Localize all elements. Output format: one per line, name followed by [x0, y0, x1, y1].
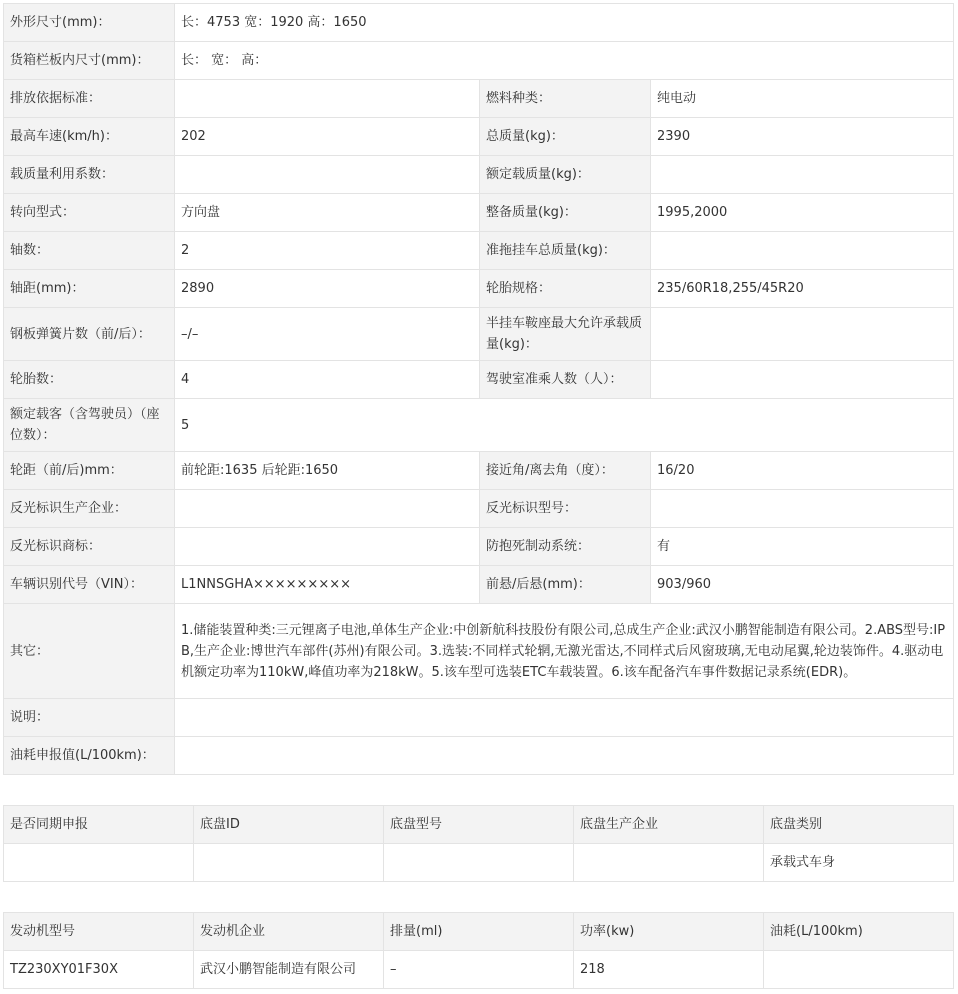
engine-header-fuel: 油耗(L/100km)	[764, 913, 954, 951]
load-coef-label: 载质量利用系数：	[4, 156, 175, 194]
engine-cell-displacement: –	[384, 951, 574, 989]
wheelbase-value: 2890	[175, 270, 480, 308]
abs-label: 防抱死制动系统：	[480, 528, 651, 566]
angle-value: 16/20	[651, 452, 954, 490]
overhang-value: 903/960	[651, 566, 954, 604]
total-mass-label: 总质量(kg)：	[480, 118, 651, 156]
reflector-brand-value	[175, 528, 480, 566]
rated-load-value	[651, 156, 954, 194]
emission-value	[175, 80, 480, 118]
axles-label: 轴数：	[4, 232, 175, 270]
emission-label: 排放依据标准：	[4, 80, 175, 118]
chassis-cell-model	[384, 844, 574, 882]
tires-value: 4	[175, 361, 480, 399]
trailer-label: 准拖挂车总质量(kg)：	[480, 232, 651, 270]
reflector-model-label: 反光标识型号：	[480, 490, 651, 528]
cargo-dims-label: 货箱栏板内尺寸(mm)：	[4, 42, 175, 80]
chassis-cell-maker	[574, 844, 764, 882]
fuel-label: 燃料种类：	[480, 80, 651, 118]
reflector-maker-value	[175, 490, 480, 528]
spec-row-other	[4, 604, 954, 699]
cargo-dims-value: 长： 宽： 高：	[175, 42, 954, 80]
curb-mass-label: 整备质量(kg)：	[480, 194, 651, 232]
table-row	[4, 951, 954, 989]
engine-header-model: 发动机型号	[4, 913, 194, 951]
spec-row-vin	[4, 566, 954, 604]
engine-header-row	[4, 913, 954, 951]
curb-mass-value: 1995,2000	[651, 194, 954, 232]
engine-cell-maker: 武汉小鹏智能制造有限公司	[194, 951, 384, 989]
vin-label: 车辆识别代号（VIN）：	[4, 566, 175, 604]
vehicle-spec-table	[3, 3, 954, 775]
steering-value: 方向盘	[175, 194, 480, 232]
abs-value: 有	[651, 528, 954, 566]
spec-row-outer-dims	[4, 4, 954, 42]
cab-seats-label: 驾驶室准乘人数（人）：	[480, 361, 651, 399]
tires-label: 轮胎数：	[4, 361, 175, 399]
chassis-header-row	[4, 806, 954, 844]
speed-value: 202	[175, 118, 480, 156]
passengers-label: 额定载客（含驾驶员）（座位数）：	[4, 399, 175, 452]
reflector-brand-label: 反光标识商标：	[4, 528, 175, 566]
chassis-header-concurrent: 是否同期申报	[4, 806, 194, 844]
leaf-spring-label: 钢板弹簧片数（前/后）：	[4, 308, 175, 361]
load-coef-value	[175, 156, 480, 194]
outer-dims-value: 长：4753 宽：1920 高：1650	[175, 4, 954, 42]
chassis-table	[3, 805, 954, 882]
spec-row-wheelbase	[4, 270, 954, 308]
saddle-label: 半挂车鞍座最大允许承载质量(kg)：	[480, 308, 651, 361]
chassis-header-model: 底盘型号	[384, 806, 574, 844]
reflector-maker-label: 反光标识生产企业：	[4, 490, 175, 528]
chassis-header-maker: 底盘生产企业	[574, 806, 764, 844]
leaf-spring-value: –/–	[175, 308, 480, 361]
engine-header-maker: 发动机企业	[194, 913, 384, 951]
spec-row-leaf-spring	[4, 308, 954, 361]
spec-row-cargo-dims	[4, 42, 954, 80]
table-row	[4, 844, 954, 882]
engine-cell-model: TZ230XY01F30X	[4, 951, 194, 989]
fuel-consumption-label: 油耗申报值(L/100km)：	[4, 737, 175, 775]
rated-load-label: 额定载质量(kg)：	[480, 156, 651, 194]
vin-value: L1NNSGHA×××××××××	[175, 566, 480, 604]
outer-dims-label: 外形尺寸(mm)：	[4, 4, 175, 42]
spec-row-passengers	[4, 399, 954, 452]
total-mass-value: 2390	[651, 118, 954, 156]
spec-row-axles	[4, 232, 954, 270]
spec-row-reflector-brand	[4, 528, 954, 566]
track-label: 轮距（前/后)mm：	[4, 452, 175, 490]
fuel-value: 纯电动	[651, 80, 954, 118]
note-label: 说明：	[4, 699, 175, 737]
spec-row-load	[4, 156, 954, 194]
tire-spec-label: 轮胎规格：	[480, 270, 651, 308]
engine-cell-fuel	[764, 951, 954, 989]
overhang-label: 前悬/后悬(mm)：	[480, 566, 651, 604]
chassis-cell-concurrent	[4, 844, 194, 882]
spec-row-steering	[4, 194, 954, 232]
spec-row-tires	[4, 361, 954, 399]
spec-row-fuel-consumption	[4, 737, 954, 775]
wheelbase-label: 轴距(mm)：	[4, 270, 175, 308]
chassis-cell-id	[194, 844, 384, 882]
spec-row-track	[4, 452, 954, 490]
spec-row-speed-mass	[4, 118, 954, 156]
track-value: 前轮距:1635 后轮距:1650	[175, 452, 480, 490]
engine-header-displacement: 排量(ml)	[384, 913, 574, 951]
chassis-cell-type: 承载式车身	[764, 844, 954, 882]
fuel-consumption-value	[175, 737, 954, 775]
steering-label: 转向型式：	[4, 194, 175, 232]
engine-table	[3, 912, 954, 989]
spec-row-reflector-maker	[4, 490, 954, 528]
other-value: 1.储能装置种类:三元锂离子电池,单体生产企业:中创新航科技股份有限公司,总成生产企业:武汉小鹏智能制造有限公司。2.ABS型号:IPB,生产企业:博世汽车部件(苏州)有限公司。3.选装:不同样式轮辋,无激光雷达,不同样式后风窗玻璃,无电动尾翼,轮边装饰件。4.驱动电机额定功率为110kW,峰值功率为218kW。5.该车型可选装ETC车载装置。6.该车配备汽车事件数据记录系统(EDR)。	[175, 604, 954, 699]
note-value	[175, 699, 954, 737]
cab-seats-value	[651, 361, 954, 399]
chassis-header-id: 底盘ID	[194, 806, 384, 844]
speed-label: 最高车速(km/h)：	[4, 118, 175, 156]
other-label: 其它：	[4, 604, 175, 699]
engine-header-power: 功率(kw)	[574, 913, 764, 951]
chassis-header-type: 底盘类别	[764, 806, 954, 844]
passengers-value: 5	[175, 399, 954, 452]
engine-cell-power: 218	[574, 951, 764, 989]
saddle-value	[651, 308, 954, 361]
spec-row-emission-fuel	[4, 80, 954, 118]
trailer-value	[651, 232, 954, 270]
reflector-model-value	[651, 490, 954, 528]
angle-label: 接近角/离去角（度）：	[480, 452, 651, 490]
axles-value: 2	[175, 232, 480, 270]
tire-spec-value: 235/60R18,255/45R20	[651, 270, 954, 308]
spec-row-note	[4, 699, 954, 737]
